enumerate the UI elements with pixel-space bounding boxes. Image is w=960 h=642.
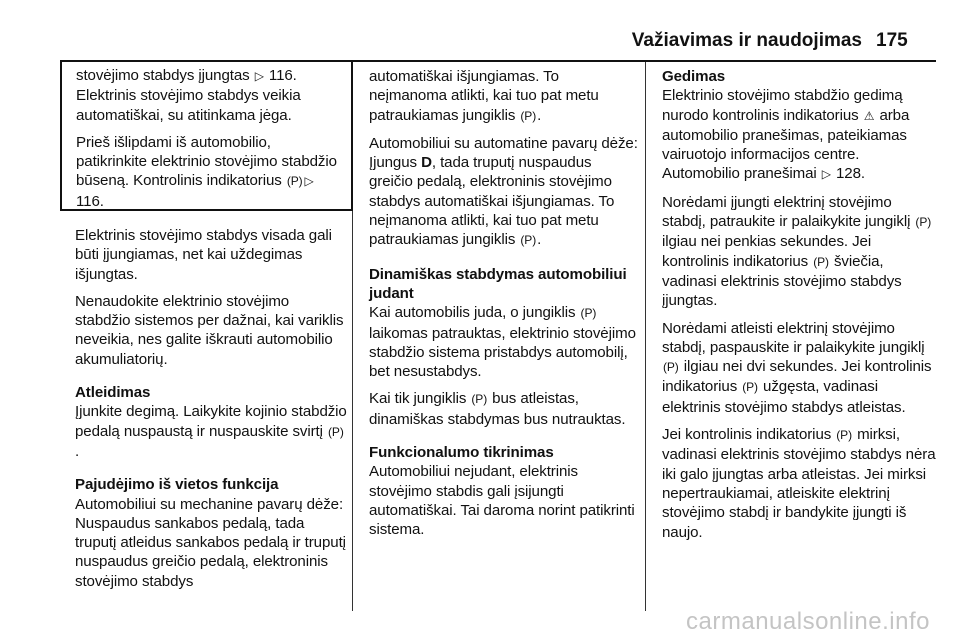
box-paragraph-2: Prieš išlipdami iš automobilio, patikrinkite elektrinio stovėjimo stabdžio būseną. Kontrolinis indikatorius (P) ▷ 116. <box>76 133 337 210</box>
parking-brake-icon: (P) <box>580 306 597 321</box>
section-heading-fault: Gedimas <box>662 68 726 85</box>
parking-brake-icon: (P) <box>663 360 679 375</box>
parking-brake-icon: (P) <box>286 174 303 189</box>
paragraph: Automobiliui nejudant, elektrinis stovėjimo stabdis gali įsijungti automatiškai. Tai daroma norint patikrinti sistema. <box>369 463 635 539</box>
paragraph: Automobiliui su mechanine pavarų dėže: Nuspaudus sankabos pedalą, tada truputį atleidus sankabos pedalą ir truputį nuspaudus greičio pedalą, elektroninis stovėjimo stabdys <box>75 495 346 590</box>
box-paragraph-1: stovėjimo stabdys įjungtas ▷ 116. Elektrinis stovėjimo stabdys veikia automatiškai, su atitinkama jėga. <box>76 67 301 124</box>
parking-brake-icon: (P) <box>836 428 852 443</box>
paragraph: Kai tik jungiklis (P) bus atleistas, dinamiškas stabdymas bus nutrauktas. <box>369 390 626 428</box>
column-1 <box>75 226 347 599</box>
paragraph: Įjunkite degimą. Laikykite kojinio stabdžio pedalą nuspaustą ir nuspauskite svirtį (P). <box>75 403 347 460</box>
page-ref-arrow-icon: ▷ <box>821 167 831 182</box>
paragraph: Norėdami įjungti elektrinį stovėjimo stabdį, patraukite ir palaikykite jungiklį (P) ilgiau nei penkias sekundes. Jei kontrolinis indikatorius (P) šviečia, vadinasi elektrinis stovėjimo stabdys įjungtas. <box>662 193 932 310</box>
section-heading-function-check: Funkcionalumo tikrinimas <box>369 444 554 462</box>
page-ref-arrow-icon: ▷ <box>254 69 264 83</box>
parking-brake-icon: (P) <box>520 108 537 123</box>
parking-brake-icon: (P) <box>915 215 932 230</box>
parking-brake-icon: (P) <box>520 233 537 248</box>
parking-brake-icon: (P) <box>813 254 829 269</box>
column-divider-2 <box>645 62 646 611</box>
column-2 <box>369 67 639 548</box>
page-title: Važiavimas ir naudojimas <box>631 30 862 51</box>
continuation-box <box>60 62 353 211</box>
paragraph: Automobiliui su automatine pavarų dėže: Įjungus D, tada truputį nuspaudus greičio pedalą, elektroninis stovėjimo stabdys automatiškai išjungiamas. To neįmanoma atlikti, kai tuo pat metu patraukiamas jungiklis (P). <box>369 134 639 251</box>
parking-brake-icon: (P) <box>471 392 488 407</box>
paragraph: Norėdami atleisti elektrinį stovėjimo stabdį, paspauskite ir palaikykite jungiklį (P) ilgiau nei dvi sekundes. Jei kontrolinis indikatorius (P) užgęsta, vadinasi elektrinis stovėjimo stabdys atleistas. <box>662 319 932 416</box>
section-heading-release: Atleidimas <box>75 384 151 402</box>
parking-brake-icon: (P) <box>328 424 344 439</box>
paragraph: Nenaudokite elektrinio stovėjimo stabdžio sistemos per dažnai, kai variklis neveikia, nes galite iškrauti automobilio akumuliatorių. <box>75 292 344 368</box>
paragraph: Kai automobilis juda, o jungiklis (P) laikomas patrauktas, elektrinio stovėjimo stabdžio sistema pristabdys automobilį, bet nesustabdys. <box>369 304 636 381</box>
section-heading-drive-away: Pajudėjimo iš vietos funkcija <box>75 476 279 494</box>
parking-brake-icon: (P) <box>742 380 758 395</box>
warning-wrench-icon: ⚠ <box>863 108 875 123</box>
paragraph: Elektrinis stovėjimo stabdys visada gali būti įjungiamas, net kai uždegimas išjungtas. <box>75 227 332 283</box>
paragraph: Elektrinio stovėjimo stabdžio gedimą nurodo kontrolinis indikatorius ⚠ arba automobilio pranešimas, pateikiamas vairuotojo informacijos centre. Automobilio pranešimai ▷ 128. <box>662 86 936 184</box>
page-ref-arrow-icon: ▷ <box>304 174 314 189</box>
paragraph: Jei kontrolinis indikatorius (P) mirksi, vadinasi elektrinis stovėjimo stabdys nėra iki galo įjungtas arba atleistas. Jei mirksi nepertraukiamai, atleiskite elektrinį stovėjimo stabdį ir bandykite įjungti iš naujo. <box>662 426 936 541</box>
watermark: carmanualsonline.info <box>686 608 930 635</box>
column-3 <box>662 67 936 550</box>
page-number: 175 <box>876 30 908 51</box>
paragraph: automatiškai išjungiamas. To neįmanoma atlikti, kai tuo pat metu patraukiamas jungiklis (P). <box>369 67 639 126</box>
section-heading-dynamic-braking: Dinamiškas stabdymas automobiliui judant <box>369 265 627 302</box>
